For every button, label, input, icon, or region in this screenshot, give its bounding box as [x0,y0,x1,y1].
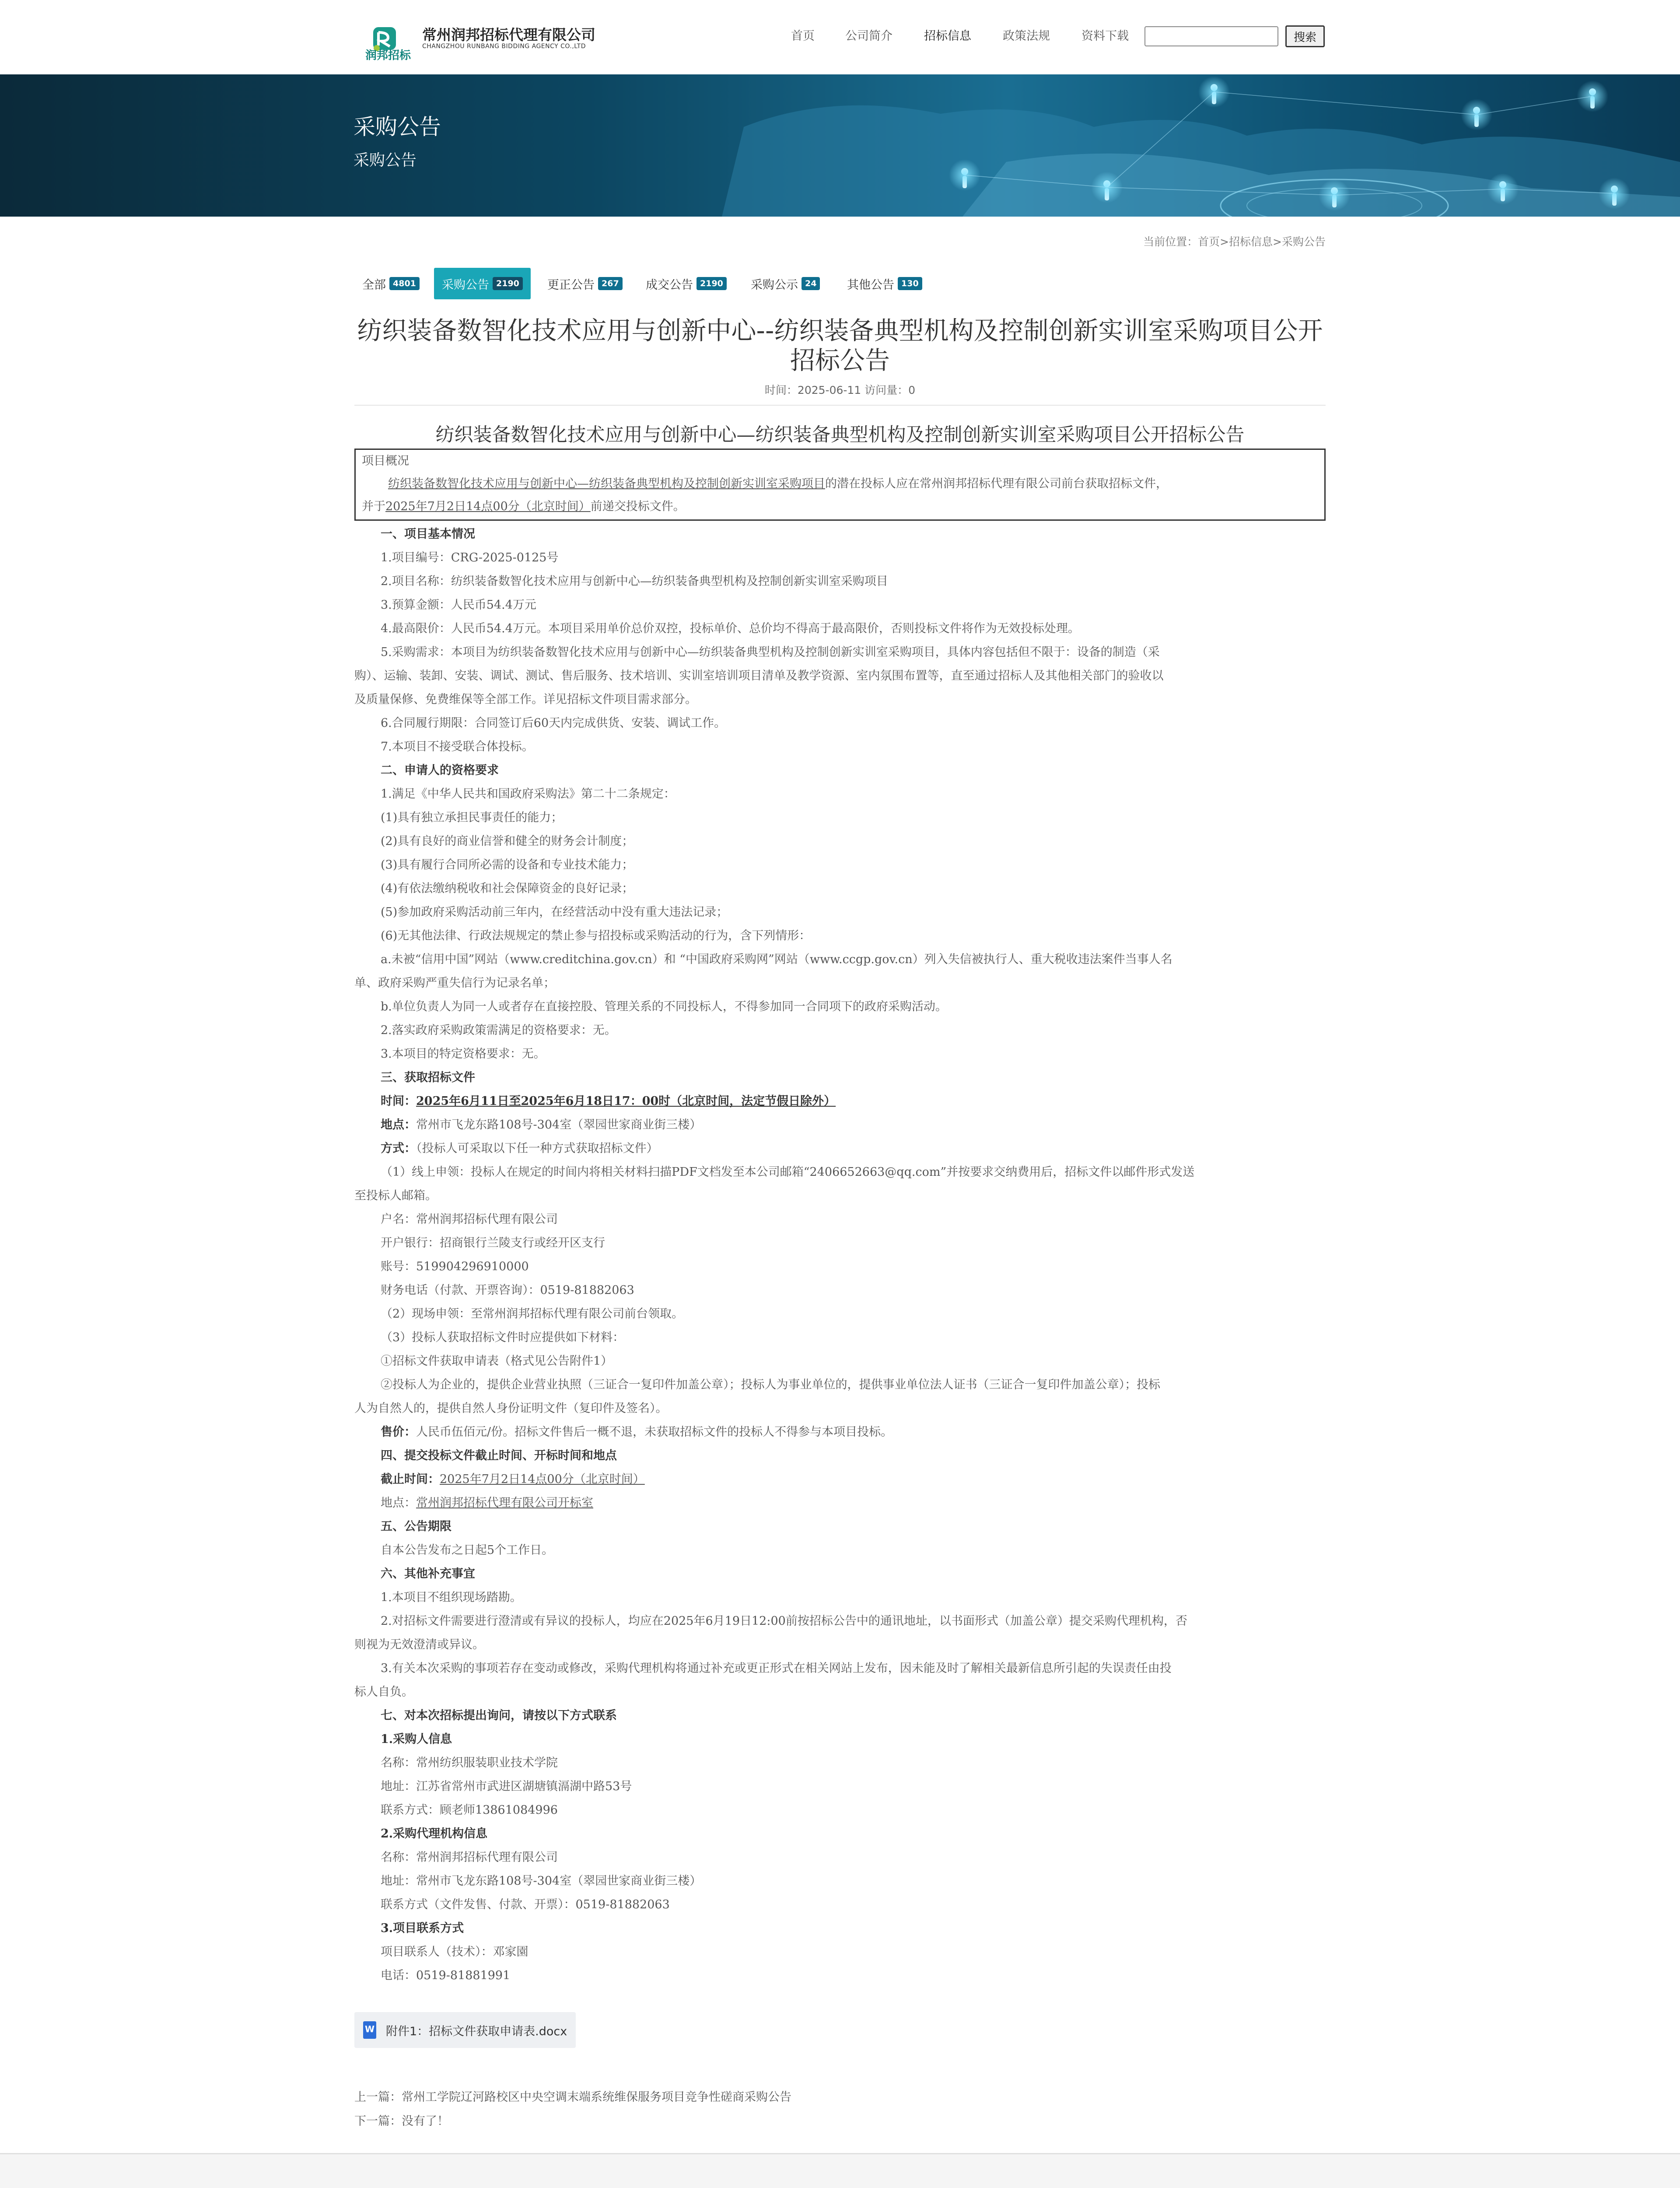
body-line: 3.预算金额：人民币54.4万元 [381,598,536,612]
body-line: 1.项目编号：CRG-2025-0125号 [381,551,559,565]
field-value: 常州市飞龙东路108号-304室（翠园世家商业街三楼） [416,1118,702,1132]
sub-heading: 3.项目联系方式 [381,1922,464,1935]
section-heading: 三、获取招标文件 [381,1071,475,1084]
body-line: (2)具有良好的商业信誉和健全的财务会计制度； [381,835,634,848]
attachment-link[interactable] [354,2012,576,2048]
word-document-icon [363,2021,376,2039]
sub-heading: 1.采购人信息 [381,1732,452,1746]
field-label: 售价： [381,1425,416,1439]
tab-correction-notice[interactable] [539,268,630,299]
body-line: 至投标人邮箱。 [354,1189,437,1203]
section-heading: 二、申请人的资格要求 [381,764,499,777]
body-line: 3.有关本次采购的事项若存在变动或修改，采购代理机构将通过补充或更正形式在相关网站上发布，因未能及时了解相关最新信息所引起的失误责任由投 [381,1662,1172,1675]
body-line: 6.合同履行期限：合同签订后60天内完成供货、安装、调试工作。 [381,716,726,730]
section-heading: 六、其他补充事宜 [381,1567,475,1581]
body-line: 及质量保修、免费维保等全部工作。详见招标文件项目需求部分。 [354,693,697,706]
body-line: （1）线上申领：投标人在规定的时间内将相关材料扫描PDF文档发至本公司邮箱“2406652663@qq.com”并按要求交纳费用后，招标文件以邮件形式发送 [381,1165,1195,1179]
tab-label: 全部 [362,278,386,292]
body-line [354,1491,1326,1515]
body-line: 地址：江苏省常州市武进区湖塘镇滆湖中路53号 [381,1780,632,1793]
nav-downloads[interactable]: 资料下载 [1082,29,1129,43]
body-line: 名称：常州纺织服装职业技术学院 [381,1756,558,1770]
tab-procurement-notice[interactable] [434,268,531,299]
project-name-underlined: 纺织装备数智化技术应用与创新中心—纺织装备典型机构及控制创新实训室采购项目 [388,477,825,491]
project-overview-box [354,449,1326,521]
body-line: 5.采购需求：本项目为纺织装备数智化技术应用与创新中心—纺织装备典型机构及控制创新实训室采购项目，具体内容包括但不限于：设备的制造（采 [381,645,1160,659]
body-line: a.未被“信用中国”网站（www.creditchina.gov.cn）和 “中国政府采购网”网站（www.ccgp.gov.cn）列入失信被执行人、重大税收违法案件当事人名 [381,953,1172,966]
banner-title: 采购公告 [354,114,441,140]
tab-label: 采购公告 [442,278,489,292]
tab-count-badge: 267 [598,277,623,290]
tab-label: 采购公示 [751,278,798,292]
field-value: 2025年7月2日14点00分（北京时间） [440,1473,645,1486]
body-line: （2）现场申领：至常州润邦招标代理有限公司前台领取。 [381,1307,684,1321]
field-label: 地点： [381,1496,416,1510]
field-value: 2025年6月11日至2025年6月18日17：00时（北京时间，法定节假日除外） [416,1094,836,1108]
body-line: ①招标文件获取申请表（格式见公告附件1） [381,1354,613,1368]
article-title-line: 招标公告 [790,346,890,375]
article-body [354,522,1326,1988]
tab-count-badge: 130 [898,277,922,290]
site-footer [0,2153,1680,2188]
overview-line [362,495,1318,518]
body-line: 联系方式（文件发售、付款、开票）：0519-81882063 [381,1898,670,1911]
document-title: 纺织装备数智化技术应用与创新中心—纺织装备典型机构及控制创新实训室采购项目公开招标公告 [435,424,1245,446]
body-line: 购）、运输、装卸、安装、调试、测试、售后服务、技术培训、实训室培训项目清单及教学资源、室内氛围布置等，直至通过招标人及其他相关部门的验收以 [354,669,1164,683]
body-line: 3.本项目的特定资格要求：无。 [381,1047,546,1061]
field-value: （投标人可采取以下任一种方式获取招标文件） [416,1142,658,1155]
tab-deal-notice[interactable] [638,268,735,299]
body-line [354,1468,1326,1491]
field-label: 方式： [381,1142,416,1155]
body-line: 1.本项目不组织现场踏勘。 [381,1591,522,1604]
body-line: 4.最高限价：人民币54.4万元。本项目采用单价总价双控，投标单价、总价均不得高于最高限价，否则投标文件将作为无效投标处理。 [381,622,1080,635]
body-line: 项目联系人（技术）：邓家園 [381,1945,528,1959]
body-line [354,1420,1326,1444]
company-name-en: CHANGZHOU RUNBANG BIDDING AGENCY CO.,LTD [422,43,586,50]
breadcrumb[interactable]: 当前位置：首页>招标信息>采购公告 [1143,235,1326,248]
body-line: 1.满足《中华人民共和国政府采购法》第二十二条规定： [381,787,676,801]
section-heading: 七、对本次招标提出询问，请按以下方式联系 [381,1709,617,1722]
page-banner [0,74,1680,217]
article-meta: 时间：2025-06-11 访问量：0 [764,384,916,396]
banner-subtitle: 采购公告 [354,151,417,169]
nav-policies[interactable]: 政策法规 [1003,29,1050,43]
body-line: 则视为无效澄清或异议。 [354,1638,484,1652]
next-article-link[interactable]: 下一篇：没有了！ [354,2114,449,2128]
body-line: 人为自然人的，提供自然人身份证明文件（复印件及签名）。 [354,1402,668,1415]
tab-label: 其他公告 [847,278,894,292]
body-line: (3)具有履行合同所必需的设备和专业技术能力； [381,858,634,872]
search-input[interactable] [1144,26,1278,46]
tab-label: 更正公告 [547,278,595,292]
tab-count-badge: 2190 [493,277,523,290]
body-line: (1)具有独立承担民事责任的能力； [381,811,563,824]
tab-count-badge: 2190 [696,277,727,290]
body-line: b.单位负责人为同一人或者存在直接控股、管理关系的不同投标人，不得参加同一合同项下的政府采购活动。 [381,1000,947,1013]
body-line: 标人自负。 [354,1685,413,1699]
article-title-line: 纺织装备数智化技术应用与创新中心--纺织装备典型机构及控制创新实训室采购项目公开 [357,316,1323,345]
tab-procurement-publicity[interactable] [743,268,828,299]
body-line: (5)参加政府采购活动前三年内，在经营活动中没有重大违法记录； [381,905,728,919]
section-heading: 一、项目基本情况 [381,527,475,541]
overview-text: 并于 [362,500,385,513]
section-heading: 四、提交投标文件截止时间、开标时间和地点 [381,1449,617,1462]
body-line: 电话：0519-81881991 [381,1969,511,1982]
nav-home[interactable]: 首页 [791,29,815,43]
sub-heading: 2.采购代理机构信息 [381,1827,488,1841]
field-value: 常州润邦招标代理有限公司开标室 [416,1496,593,1510]
body-line: ②投标人为企业的，提供企业营业执照（三证合一复印件加盖公章）；投标人为事业单位的，提供事业单位法人证书（三证合一复印件加盖公章）；投标 [381,1378,1160,1392]
body-line: 单、政府采购严重失信行为记录名单； [354,976,555,990]
field-label: 截止时间： [381,1473,440,1486]
body-line: 地址：常州市飞龙东路108号-304室（翠园世家商业街三楼） [381,1874,702,1888]
article-title [354,316,1326,375]
site-header [0,0,1680,74]
overview-label: 项目概况 [362,454,409,468]
tab-label: 成交公告 [646,278,693,292]
banner-map-illustration [0,74,1680,217]
body-line: 2.落实政府采购政策需满足的资格要求：无。 [381,1024,616,1037]
search-button[interactable]: 搜索 [1285,25,1325,47]
logo-subtext: 润邦招标 [365,49,411,62]
body-line [354,1090,1326,1113]
field-value: 人民币伍佰元/份。招标文件售后一概不退，未获取招标文件的投标人不得参与本项目投标。 [416,1425,893,1439]
body-line: 名称：常州润邦招标代理有限公司 [381,1851,558,1864]
divider [354,405,1326,406]
tab-count-badge: 4801 [389,277,420,290]
body-line: (4)有依法缴纳税收和社会保障资金的良好记录； [381,882,634,895]
body-line: 开户银行：招商银行兰陵支行或经开区支行 [381,1236,605,1250]
company-name: 常州润邦招标代理有限公司 [422,26,595,43]
body-line: 2.项目名称：纺织装备数智化技术应用与创新中心—纺织装备典型机构及控制创新实训室采购项目 [381,575,888,588]
nav-about[interactable]: 公司简介 [845,29,892,43]
body-line: 联系方式：顾老师13861084996 [381,1803,558,1817]
body-line: (6)无其他法律、行政法规规定的禁止参与招投标或采购活动的行为，含下列情形： [381,929,811,943]
previous-article-link[interactable]: 上一篇：常州工学院辽河路校区中央空调末端系统维保服务项目竞争性磋商采购公告 [354,2090,791,2104]
body-line: 自本公告发布之日起5个工作日。 [381,1543,554,1557]
body-line [354,1113,1326,1137]
site-logo[interactable] [365,18,610,61]
overview-line [362,473,1318,495]
field-label: 地点： [381,1118,416,1132]
body-line: 2.对招标文件需要进行澄清或有异议的投标人，均应在2025年6月19日12:00前按招标公告中的通讯地址，以书面形式（加盖公章）提交采购代理机构，否 [381,1614,1187,1628]
tab-other-notice[interactable] [839,268,930,299]
body-line [354,1137,1326,1161]
tab-count-badge: 24 [802,277,820,290]
body-line: 户名：常州润邦招标代理有限公司 [381,1213,558,1226]
overview-text: 的潜在投标人应在常州润邦招标代理有限公司前台获取招标文件， [825,477,1168,491]
body-line: （3）投标人获取招标文件时应提供如下材料： [381,1331,625,1344]
field-label: 时间： [381,1094,416,1108]
body-line: 7.本项目不接受联合体投标。 [381,740,534,754]
overview-text: 前递交投标文件。 [590,500,685,513]
attachment-name: 附件1：招标文件获取申请表.docx [386,2024,567,2038]
nav-bidding-info[interactable]: 招标信息 [924,29,971,43]
tab-all[interactable] [354,268,427,299]
body-line: 财务电话（付款、开票咨询）：0519-81882063 [381,1283,634,1297]
section-heading: 五、公告期限 [381,1520,452,1533]
deadline-underlined: 2025年7月2日14点00分（北京时间） [385,500,591,513]
body-line: 账号：519904296910000 [381,1260,529,1273]
